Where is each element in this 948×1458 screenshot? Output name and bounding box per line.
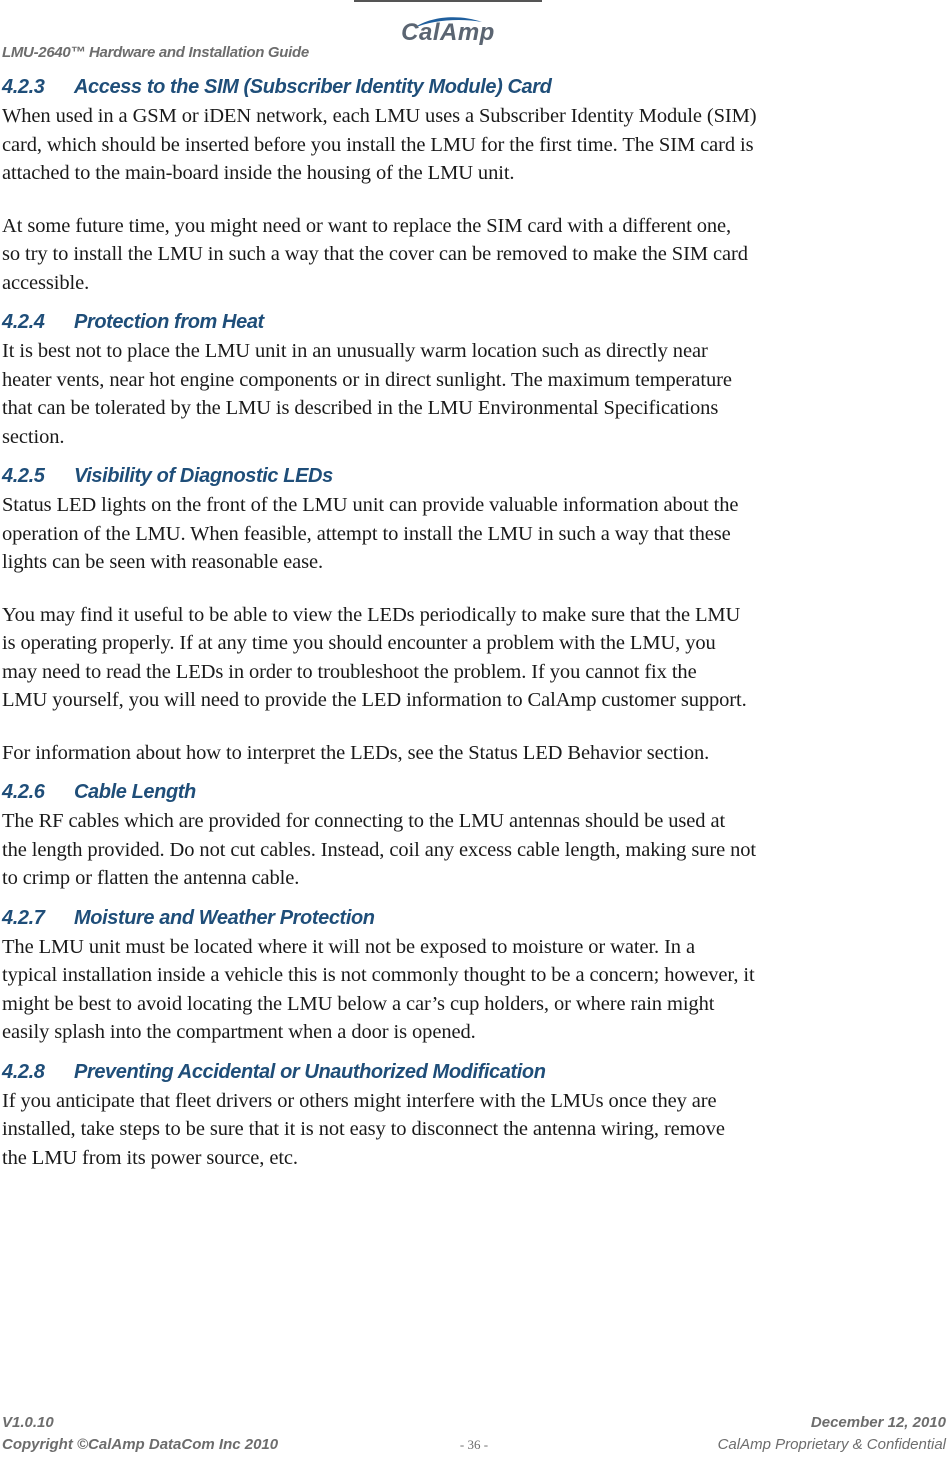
logo-wordmark: CalAmp — [401, 19, 495, 46]
paragraph-line: is operating properly. If at any time you should encounter a problem with the LMU, you — [2, 632, 716, 654]
section-number: 4.2.7 — [2, 906, 45, 929]
paragraph-line: installed, take steps to be sure that it is not easy to disconnect the antenna wiring, remove — [2, 1118, 725, 1140]
section-heading — [2, 72, 946, 102]
paragraph-line: Status LED lights on the front of the LMU unit can provide valuable information about the — [2, 494, 739, 516]
footer-page-number: - 36 - — [459, 1437, 489, 1452]
paragraph-line: It is best not to place the LMU unit in an unusually warm location such as directly near — [2, 340, 708, 362]
section-number: 4.2.8 — [2, 1060, 45, 1083]
section-heading — [2, 1057, 946, 1087]
paragraph-line: might be best to avoid locating the LMU below a car’s cup holders, or where rain might — [2, 992, 715, 1015]
section-number: 4.2.4 — [2, 311, 45, 333]
paragraph-line: operation of the LMU. When feasible, attempt to install the LMU in such a way that these — [2, 522, 731, 545]
paragraph-line: easily splash into the compartment when a door is opened. — [2, 1021, 476, 1043]
paragraph-line: to crimp or flatten the antenna cable. — [2, 867, 300, 889]
paragraph-line: card, which should be inserted before you install the LMU for the first time. The SIM card is — [2, 133, 754, 156]
section-paragraph — [2, 491, 946, 577]
header-rule — [354, 0, 542, 2]
section-number: 4.2.5 — [2, 465, 45, 487]
paragraph-line: The RF cables which are provided for connecting to the LMU antennas should be used at — [2, 810, 726, 832]
paragraph-line: lights can be seen with reasonable ease. — [2, 551, 324, 573]
section-title: Preventing Accidental or Unauthorized Modification — [74, 1060, 546, 1083]
footer-copyright: Copyright ©CalAmp DataCom Inc 2010 — [2, 1436, 279, 1453]
paragraph-line: You may find it useful to be able to view the LEDs periodically to make sure that the LMU — [2, 603, 741, 626]
section-title: Moisture and Weather Protection — [74, 906, 375, 929]
section-heading — [2, 461, 946, 491]
section-title: Visibility of Diagnostic LEDs — [74, 465, 333, 487]
paragraph-line: attached to the main-board inside the housing of the LMU unit. — [2, 162, 515, 184]
section-paragraph — [2, 1087, 946, 1173]
document-body — [2, 72, 946, 1172]
section-heading — [2, 777, 946, 807]
paragraph-line: accessible. — [2, 271, 90, 294]
section-heading — [2, 307, 946, 337]
section-paragraph — [2, 337, 946, 451]
paragraph-line: the length provided. Do not cut cables. Instead, coil any excess cable length, making sure not — [2, 838, 757, 861]
footer-version: V1.0.10 — [2, 1414, 54, 1431]
section-paragraph — [2, 102, 946, 188]
paragraph-gap — [2, 715, 946, 739]
section-number: 4.2.3 — [2, 76, 45, 98]
section-paragraph — [2, 807, 946, 893]
paragraph-gap — [2, 188, 946, 212]
paragraph-line: At some future time, you might need or want to replace the SIM card with a different one, — [2, 214, 732, 237]
paragraph-gap — [2, 577, 946, 601]
footer-proprietary: CalAmp Proprietary & Confidential — [717, 1436, 946, 1453]
paragraph-line: If you anticipate that fleet drivers or others might interfere with the LMUs once they are — [2, 1089, 717, 1112]
paragraph-line: The LMU unit must be located where it will not be exposed to moisture or water. In a — [2, 935, 695, 958]
footer-right — [718, 1412, 946, 1456]
guide-title: LMU-2640™ Hardware and Installation Guide — [2, 44, 309, 61]
section-title: Cable Length — [74, 781, 196, 803]
paragraph-line: so try to install the LMU in such a way that the cover can be removed to make the SIM card — [2, 243, 748, 265]
section-paragraph — [2, 739, 946, 768]
section-number: 4.2.6 — [2, 781, 45, 803]
section-heading — [2, 903, 946, 933]
paragraph-line: heater vents, near hot engine components or in direct sunlight. The maximum temperature — [2, 368, 732, 391]
paragraph-line: For information about how to interpret the LEDs, see the Status LED Behavior section. — [2, 741, 710, 764]
paragraph-line: the LMU from its power source, etc. — [2, 1146, 298, 1169]
paragraph-line: LMU yourself, you will need to provide the LED information to CalAmp customer support. — [2, 689, 747, 711]
section-title: Access to the SIM (Subscriber Identity Module) Card — [74, 76, 552, 98]
paragraph-line: typical installation inside a vehicle this is not commonly thought to be a concern; however, it — [2, 964, 755, 986]
footer-date: December 12, 2010 — [810, 1414, 946, 1431]
section-paragraph — [2, 212, 946, 298]
paragraph-line: section. — [2, 425, 65, 448]
section-title: Protection from Heat — [74, 311, 264, 333]
section-paragraph — [2, 933, 946, 1047]
calamp-logo — [372, 16, 524, 48]
paragraph-line: that can be tolerated by the LMU is described in the LMU Environmental Specifications — [2, 397, 719, 419]
section-paragraph — [2, 601, 946, 715]
paragraph-line: may need to read the LEDs in order to troubleshoot the problem. If you cannot fix the — [2, 660, 697, 683]
paragraph-line: When used in a GSM or iDEN network, each LMU uses a Subscriber Identity Module (SIM) — [2, 105, 757, 127]
